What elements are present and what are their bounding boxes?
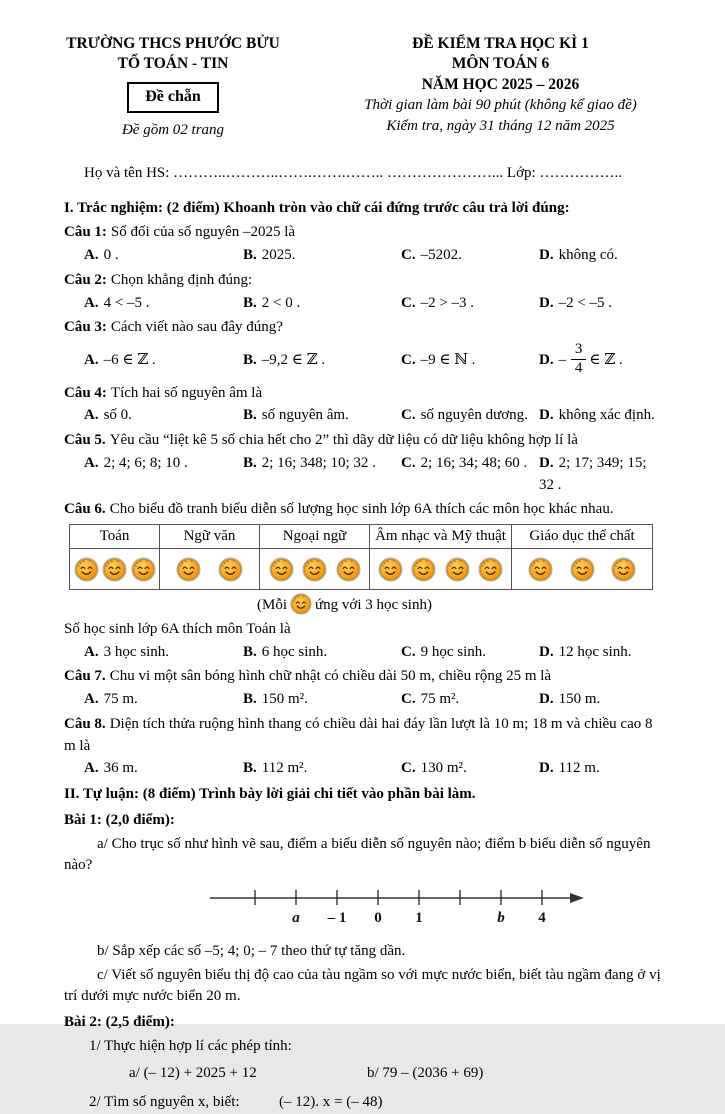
option bbox=[84, 405, 243, 427]
option-letter: B. bbox=[243, 294, 257, 311]
option bbox=[401, 689, 539, 711]
option bbox=[539, 245, 661, 267]
option bbox=[539, 405, 661, 427]
header-left-block bbox=[64, 34, 282, 142]
questions bbox=[64, 222, 661, 780]
section1-title: I. Trắc nghiệm: (2 điểm) Khoanh tròn vào chữ cái đứng trước câu trả lời đúng: bbox=[64, 199, 570, 216]
bai1-part-a: a/ Cho trục số như hình vẽ sau, điểm a biểu diễn số nguyên nào; điểm b biểu diễn số nguyên nào? bbox=[64, 835, 651, 874]
school-name: TRƯỜNG THCS PHƯỚC BỬU bbox=[66, 35, 280, 52]
option-text: –2 > –3 . bbox=[420, 294, 475, 311]
option-letter: D. bbox=[539, 454, 554, 471]
smiley-face-icon bbox=[570, 557, 595, 582]
question-block bbox=[64, 383, 661, 428]
smiley-face-icon bbox=[445, 557, 470, 582]
question-stem: Số học sinh lớp 6A thích môn Toán là bbox=[64, 620, 291, 637]
option-letter: D. bbox=[539, 407, 554, 424]
question-label: Câu 1: bbox=[64, 224, 107, 241]
smiley-face-icon bbox=[302, 557, 327, 582]
pictograph-cell bbox=[160, 549, 260, 590]
smiley-face-icon bbox=[74, 557, 99, 582]
pictograph-caption bbox=[64, 593, 625, 617]
number-line-tick-label: 4 bbox=[538, 910, 546, 927]
option-letter: C. bbox=[401, 407, 416, 424]
option-letter: C. bbox=[401, 760, 416, 777]
bai2-expressions bbox=[64, 1063, 661, 1085]
exam-title: ĐỀ KIỂM TRA HỌC KÌ 1 bbox=[412, 35, 589, 52]
question-text: Cách viết nào sau đây đúng? bbox=[110, 319, 283, 336]
section2 bbox=[64, 784, 661, 1114]
option-letter: B. bbox=[243, 351, 257, 368]
option-letter: D. bbox=[539, 352, 554, 369]
option bbox=[401, 245, 539, 267]
option-letter: C. bbox=[401, 643, 416, 660]
exam-subject: MÔN TOÁN 6 bbox=[451, 55, 550, 73]
pictograph-column-header: Giáo dục thể chất bbox=[512, 525, 653, 549]
bai2-label: Bài 2: (2,5 điểm): bbox=[64, 1014, 175, 1031]
option bbox=[243, 642, 401, 664]
option-text: –5202. bbox=[420, 247, 462, 264]
option-text: 75 m². bbox=[420, 691, 460, 708]
bai2-item2-label: 2/ Tìm số nguyên x, biết: bbox=[89, 1094, 240, 1111]
bai1-label: Bài 1: (2,0 điểm): bbox=[64, 811, 175, 828]
bai1-part-c: c/ Viết số nguyên biểu thị độ cao của tàu ngầm so với mực nước biển, biết tàu ngầm đang ở vị trí dưới mực nước biển 20 m. bbox=[64, 966, 661, 1005]
number-line-graphic bbox=[210, 883, 598, 931]
option-letter: A. bbox=[84, 247, 99, 264]
options-row bbox=[64, 405, 661, 427]
class-label: Lớp: bbox=[506, 164, 536, 181]
option-text: 112 m². bbox=[261, 760, 308, 777]
question-block bbox=[64, 430, 661, 496]
option-letter: B. bbox=[243, 407, 257, 424]
question-text: Cho biểu đồ tranh biểu diễn số lượng học sinh lớp 6A thích các môn học khác nhau. bbox=[109, 501, 614, 518]
pictograph-column-header: Toán bbox=[70, 525, 160, 549]
options-row bbox=[64, 342, 661, 380]
question-block bbox=[64, 317, 661, 379]
pictograph-cell bbox=[260, 549, 370, 590]
fraction bbox=[571, 342, 587, 377]
option-letter: B. bbox=[243, 247, 257, 264]
smiley-face-icon bbox=[611, 557, 636, 582]
question-block bbox=[64, 666, 661, 711]
options-row bbox=[64, 689, 661, 711]
option-text: 150 m². bbox=[261, 691, 308, 708]
option-text: 2; 4; 6; 8; 10 . bbox=[103, 454, 188, 471]
fraction-denominator: 4 bbox=[574, 359, 583, 376]
option-letter: A. bbox=[84, 691, 99, 708]
smiley-face-icon bbox=[378, 557, 403, 582]
option bbox=[539, 689, 661, 711]
option-letter: D. bbox=[539, 247, 554, 264]
option bbox=[243, 689, 401, 711]
option-letter: D. bbox=[539, 294, 554, 311]
pictograph-icon-row bbox=[70, 549, 653, 590]
option-letter: C. bbox=[401, 351, 416, 368]
question-line bbox=[64, 666, 661, 688]
pictograph-icon-group bbox=[70, 549, 159, 589]
option-text: –6 ∈ ℤ . bbox=[103, 351, 156, 368]
question-text: Tích hai số nguyên âm là bbox=[110, 384, 263, 401]
school-year: NĂM HỌC 2025 – 2026 bbox=[421, 75, 580, 93]
option bbox=[401, 405, 539, 427]
option bbox=[539, 293, 661, 315]
question-label: Câu 3: bbox=[64, 319, 107, 336]
question-block bbox=[64, 499, 661, 663]
options-row bbox=[64, 642, 661, 664]
question-line bbox=[64, 499, 661, 521]
option-letter: A. bbox=[84, 760, 99, 777]
class-field: …………….. bbox=[539, 164, 622, 181]
options-row bbox=[64, 453, 661, 497]
option-text: –9 ∈ ℕ . bbox=[420, 351, 476, 368]
option-text: 2; 16; 348; 10; 32 . bbox=[261, 454, 376, 471]
option bbox=[84, 758, 243, 780]
option-letter: D. bbox=[539, 760, 554, 777]
option-text: 112 m. bbox=[558, 760, 600, 777]
option-letter: D. bbox=[539, 691, 554, 708]
number-line-tick-label: 0 bbox=[374, 910, 382, 927]
option-letter: C. bbox=[401, 294, 416, 311]
bai2-item2-expression: (– 12). x = (– 48) bbox=[279, 1094, 383, 1111]
question-text: Yêu cầu “liệt kê 5 số chia hết cho 2” thì dãy dữ liệu có dữ liệu không hợp lí là bbox=[109, 432, 578, 449]
option-letter: A. bbox=[84, 454, 99, 471]
smiley-face-icon bbox=[528, 557, 553, 582]
question-text: Chọn khẳng định đúng: bbox=[110, 271, 253, 288]
option-letter: A. bbox=[84, 643, 99, 660]
option-text: 0 . bbox=[103, 247, 119, 264]
pictograph-column-header: Ngữ văn bbox=[160, 525, 260, 549]
option bbox=[401, 758, 539, 780]
option bbox=[84, 245, 243, 267]
pictograph-icon-group bbox=[370, 549, 511, 589]
question-line bbox=[64, 317, 661, 339]
pictograph-icon-group bbox=[260, 549, 369, 589]
fraction-numerator: 3 bbox=[571, 342, 587, 360]
option bbox=[84, 453, 243, 497]
option-letter: B. bbox=[243, 760, 257, 777]
option bbox=[84, 642, 243, 664]
option-text: 36 m. bbox=[103, 760, 138, 777]
bai2-item2-row bbox=[64, 1092, 661, 1114]
option-text: 130 m². bbox=[420, 760, 467, 777]
option-text: 2; 17; 349; 15; 32 . bbox=[539, 454, 647, 493]
option-text: 2025. bbox=[261, 247, 296, 264]
option bbox=[539, 453, 661, 497]
number-line-tick-label: – 1 bbox=[327, 910, 347, 927]
option bbox=[401, 293, 539, 315]
option bbox=[243, 245, 401, 267]
student-info-line bbox=[64, 163, 661, 185]
options-row bbox=[64, 293, 661, 315]
student-name-field: ………..………..…….…….…….. …………………... bbox=[173, 164, 504, 181]
option-text: 75 m. bbox=[103, 691, 138, 708]
option bbox=[243, 453, 401, 497]
option-letter: D. bbox=[539, 643, 554, 660]
option-text: –2 < –5 . bbox=[558, 294, 613, 311]
option bbox=[243, 350, 401, 372]
options-row bbox=[64, 245, 661, 267]
option-letter: A. bbox=[84, 407, 99, 424]
number-line-tick-label: 1 bbox=[415, 910, 423, 927]
option-text: 9 học sinh. bbox=[420, 643, 487, 660]
smiley-face-icon bbox=[478, 557, 503, 582]
option bbox=[243, 758, 401, 780]
smiley-face-icon bbox=[102, 557, 127, 582]
option bbox=[539, 342, 661, 380]
option-text: số 0. bbox=[103, 407, 132, 424]
number-line-tick-label: a bbox=[292, 910, 300, 927]
option bbox=[243, 293, 401, 315]
question-text: Chu vi một sân bóng hình chữ nhật có chiều dài 50 m, chiều rộng 25 m là bbox=[109, 668, 552, 685]
smiley-face-icon bbox=[336, 557, 361, 582]
arrowhead-icon bbox=[570, 893, 584, 903]
question-text: Số đối của số nguyên –2025 là bbox=[110, 224, 296, 241]
smiley-face-icon bbox=[218, 557, 243, 582]
option-text: 12 học sinh. bbox=[558, 643, 632, 660]
question-label: Câu 7. bbox=[64, 668, 106, 685]
option-letter: C. bbox=[401, 691, 416, 708]
option-letter: B. bbox=[243, 691, 257, 708]
pages-note: Đề gồm 02 trang bbox=[121, 122, 225, 139]
department-name: TỔ TOÁN - TIN bbox=[117, 55, 229, 73]
question-line bbox=[64, 430, 661, 452]
pictograph-cell bbox=[512, 549, 653, 590]
bai2-item1: 1/ Thực hiện hợp lí các phép tính: bbox=[89, 1037, 292, 1054]
bai1-part-b: b/ Sắp xếp các số –5; 4; 0; – 7 theo thứ tự tăng dần. bbox=[97, 942, 406, 959]
question-block bbox=[64, 222, 661, 267]
question-line bbox=[64, 222, 661, 244]
question-label: Câu 8. bbox=[64, 715, 106, 732]
section2-title: II. Tự luận: (8 điểm) Trình bày lời giải chi tiết vào phần bài làm. bbox=[64, 786, 476, 803]
duration-note: Thời gian làm bài 90 phút (không kể giao đề) bbox=[364, 97, 637, 114]
pictograph-header-row bbox=[70, 525, 653, 549]
smiley-face-icon bbox=[176, 557, 201, 582]
pictograph-icon-group bbox=[160, 549, 259, 589]
option-letter: B. bbox=[243, 643, 257, 660]
option bbox=[401, 453, 539, 497]
expression-b: b/ 79 – (2036 + 69) bbox=[367, 1064, 484, 1081]
option bbox=[84, 293, 243, 315]
student-name-label: Họ và tên HS: bbox=[84, 164, 170, 181]
question-label: Câu 5. bbox=[64, 432, 106, 449]
question-text: Diện tích thửa ruộng hình thang có chiều dài hai đáy lần lượt là 10 m; 18 m và chiều cao 8 m là bbox=[64, 715, 653, 754]
number-line-figure bbox=[210, 883, 661, 939]
option bbox=[539, 758, 661, 780]
option bbox=[243, 405, 401, 427]
option-text: 3 học sinh. bbox=[103, 643, 170, 660]
option-text: 2; 16; 34; 48; 60 . bbox=[420, 454, 528, 471]
fraction-minus-sign: – bbox=[558, 352, 570, 369]
header-right-block bbox=[282, 34, 661, 142]
question-label: Câu 2: bbox=[64, 271, 107, 288]
exam-header bbox=[64, 34, 661, 142]
option-letter: A. bbox=[84, 294, 99, 311]
caption-prefix: (Mỗi bbox=[257, 597, 288, 614]
option bbox=[84, 350, 243, 372]
question-label: Câu 6. bbox=[64, 501, 106, 518]
exam-date: Kiểm tra, ngày 31 tháng 12 năm 2025 bbox=[386, 117, 615, 134]
pictograph-cell bbox=[70, 549, 160, 590]
pictograph-cell bbox=[370, 549, 512, 590]
option-text: 2 < 0 . bbox=[261, 294, 301, 311]
pictograph-column-header: Âm nhạc và Mỹ thuật bbox=[370, 525, 512, 549]
option bbox=[401, 642, 539, 664]
smiley-face-icon bbox=[131, 557, 156, 582]
option-letter: B. bbox=[243, 454, 257, 471]
caption-suffix: ứng với 3 học sinh) bbox=[315, 597, 432, 614]
pictograph-icon-group bbox=[512, 549, 652, 589]
expression-a: a/ (– 12) + 2025 + 12 bbox=[129, 1064, 257, 1081]
option-text: không có. bbox=[558, 247, 618, 264]
option-text: số nguyên dương. bbox=[420, 407, 528, 424]
option-text: 4 < –5 . bbox=[103, 294, 150, 311]
option bbox=[539, 642, 661, 664]
question-line bbox=[64, 270, 661, 292]
question-block bbox=[64, 714, 661, 780]
option-letter: C. bbox=[401, 454, 416, 471]
option-text: không xác định. bbox=[558, 407, 655, 424]
options-row bbox=[64, 758, 661, 780]
exam-variant-box: Đề chẵn bbox=[127, 82, 219, 113]
fraction-suffix: ∈ ℤ . bbox=[589, 352, 623, 369]
smiley-face-icon bbox=[411, 557, 436, 582]
question-line bbox=[64, 383, 661, 405]
smiley-face-icon bbox=[290, 593, 312, 615]
number-line-tick-label: b bbox=[497, 910, 505, 927]
question-label: Câu 4: bbox=[64, 384, 107, 401]
option-text: –9,2 ∈ ℤ . bbox=[261, 351, 326, 368]
option bbox=[84, 689, 243, 711]
option-text: 6 học sinh. bbox=[261, 643, 328, 660]
option-text: 150 m. bbox=[558, 691, 601, 708]
pictograph-table bbox=[69, 524, 653, 590]
question-block bbox=[64, 270, 661, 315]
question-line bbox=[64, 714, 661, 758]
option bbox=[401, 350, 539, 372]
smiley-face-icon bbox=[269, 557, 294, 582]
option-text: số nguyên âm. bbox=[261, 407, 349, 424]
option-letter: A. bbox=[84, 351, 99, 368]
option-letter: C. bbox=[401, 247, 416, 264]
pictograph-column-header: Ngoại ngữ bbox=[260, 525, 370, 549]
